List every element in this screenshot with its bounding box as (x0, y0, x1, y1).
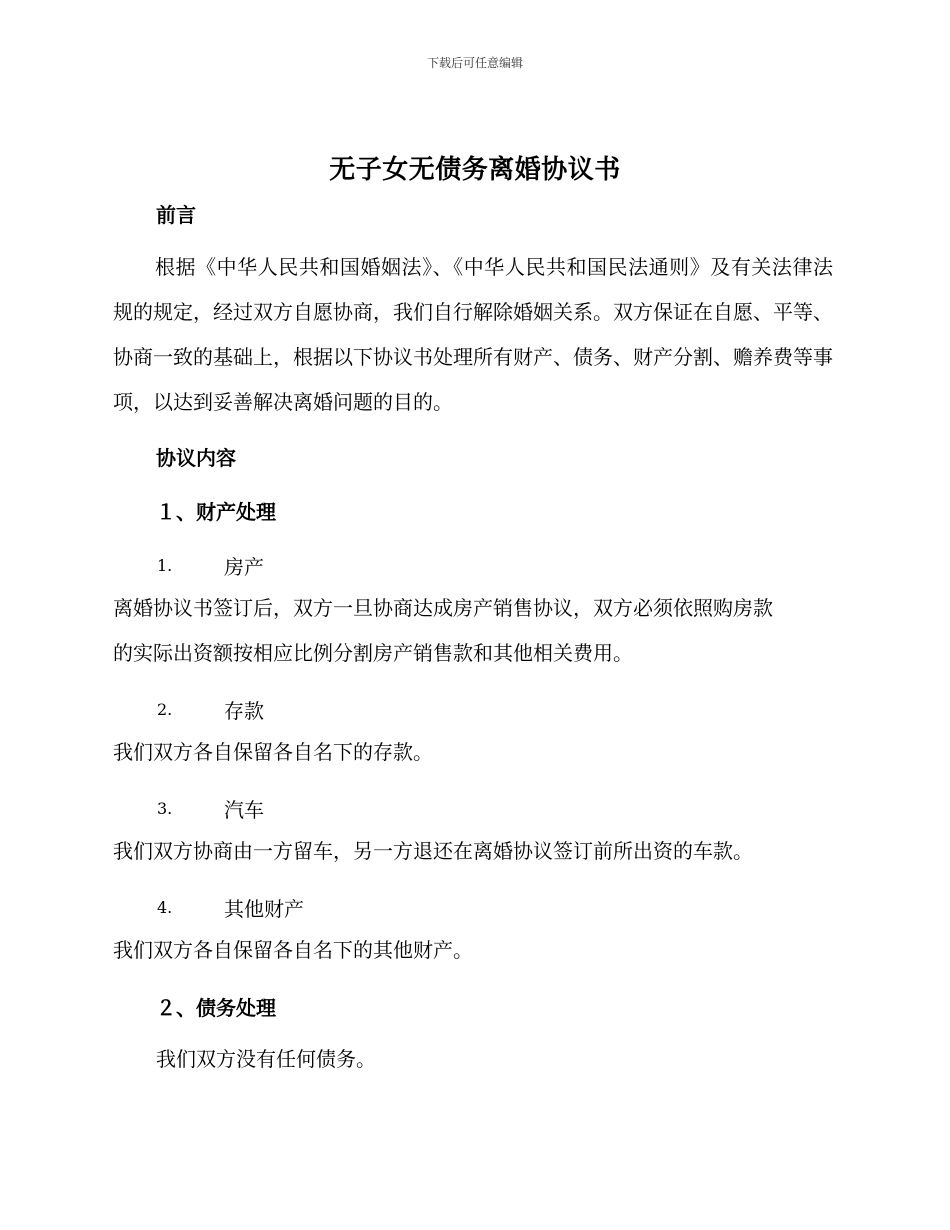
section-1-heading: １、财产处理 (156, 500, 276, 524)
preface-heading: 前言 (156, 203, 196, 227)
preface-paragraph: 根据《中华人民共和国婚姻法》、《中华人民共和国民法通则》及有关法律法规的规定，经过双方自愿协商，我们自行解除婚姻关系。双方保证在自愿、平等、协商一致的基础上，根据以下协议书处理所有财产、债务、财产分割、赡养费等事项，以达到妥善解决离婚问题的目的。 (113, 255, 833, 414)
page-header-note: 下载后可任意编辑 (426, 56, 523, 70)
section-2-text: 我们双方没有任何债务。 (156, 1047, 376, 1071)
item-4-label: 其他财产 (224, 897, 304, 921)
item-1-label: 房产 (224, 555, 264, 579)
section-2-heading: ２、债务处理 (156, 996, 276, 1020)
item-1-text-line-1: 离婚协议书签订后，双方一旦协商达成房产销售协议，双方必须依照购房款 (113, 596, 773, 620)
item-1-number: 1. (157, 556, 173, 575)
agreement-heading: 协议内容 (156, 446, 236, 470)
item-3-text: 我们双方协商由一方留车，另一方退还在离婚协议签订前所出资的车款。 (113, 839, 753, 863)
item-2-text: 我们双方各自保留各自名下的存款。 (113, 740, 433, 764)
item-4-number: 4. (157, 898, 173, 917)
document-title: 无子女无债务离婚协议书 (329, 155, 621, 185)
item-3-label: 汽车 (224, 798, 264, 822)
item-3-number: 3. (157, 799, 173, 818)
item-2-label: 存款 (224, 699, 264, 723)
item-4-text: 我们双方各自保留各自名下的其他财产。 (113, 938, 473, 962)
item-2-number: 2. (157, 700, 173, 719)
item-1-text-line-2: 的实际出资额按相应比例分割房产销售款和其他相关费用。 (113, 641, 633, 665)
